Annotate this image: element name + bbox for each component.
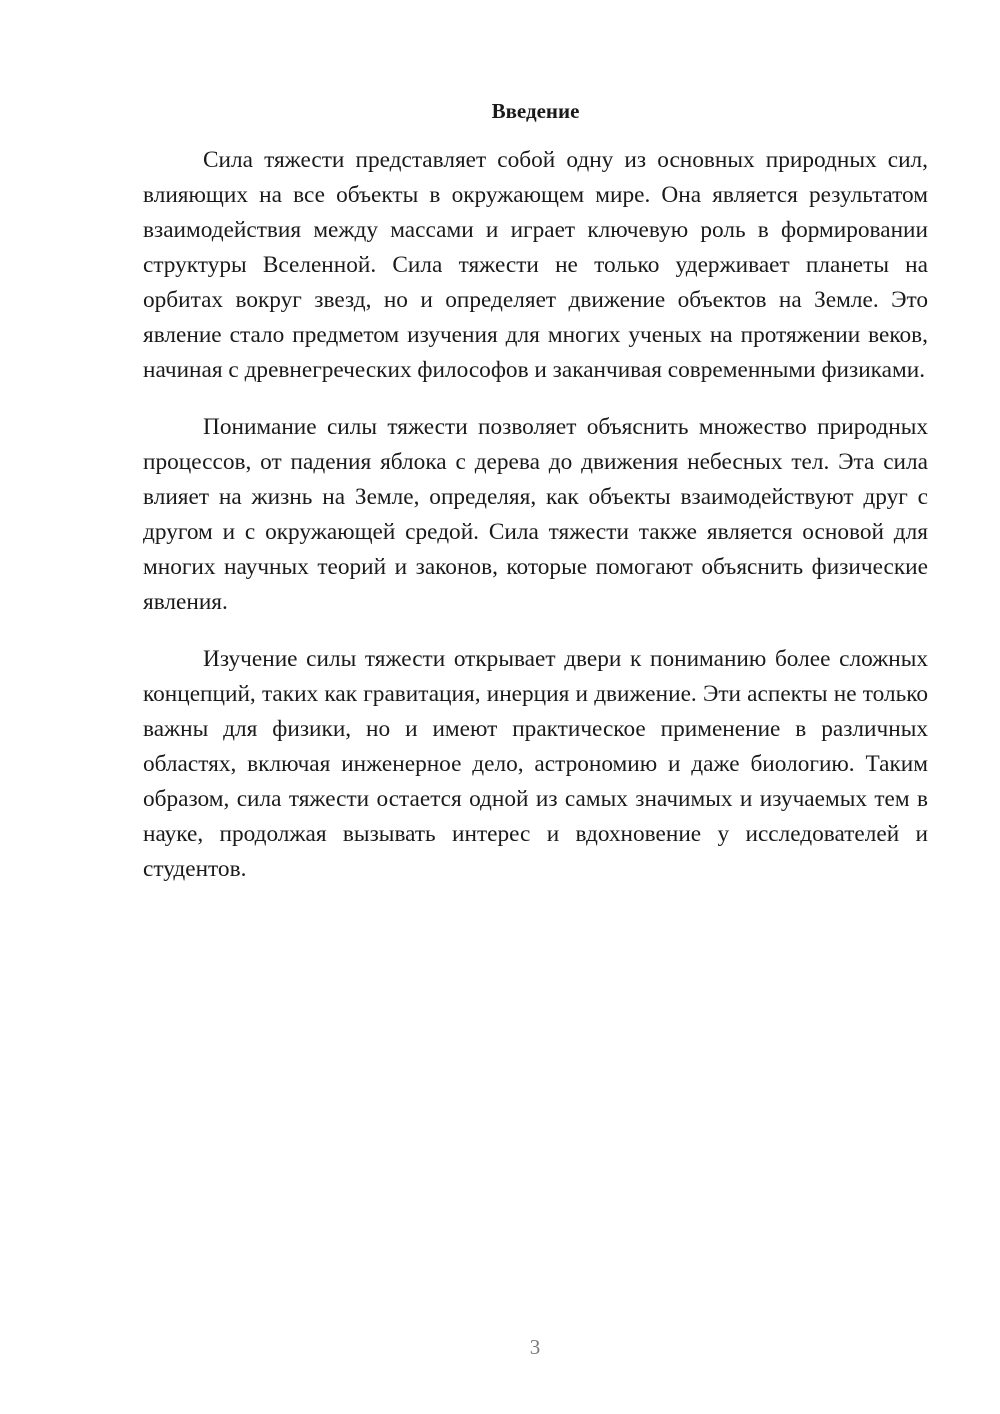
- page-number: 3: [529, 1335, 541, 1359]
- paragraph-2: Понимание силы тяжести позволяет объяснить множество природных процессов, от падения яблока с дерева до движения небесных тел. Эта сила влияет на жизнь на Земле, определяя, как объекты взаимодействуют друг с другом и с окружающей средой. Сила тяжести также является основой для многих научных теорий и законов, которые помогают объяснить физические явления.: [143, 414, 928, 615]
- paragraph-3: Изучение силы тяжести открывает двери к пониманию более сложных концепций, таких как гравитация, инерция и движение. Эти аспекты не только важны для физики, но и имеют практическое применение в различных областях, включая инженерное дело, астрономию и даже биологию. Таким образом, сила тяжести остается одной из самых значимых и изучаемых тем в науке, продолжая вызывать интерес и вдохновение у исследователей и студентов.: [143, 646, 928, 882]
- paragraph-1: Сила тяжести представляет собой одну из основных природных сил, влияющих на все объекты в окружающем мире. Она является результатом взаимодействия между массами и играет ключевую роль в формировании структуры Вселенной. Сила тяжести не только удерживает планеты на орбитах вокруг звезд, но и определяет движение объектов на Земле. Это явление стало предметом изучения для многих ученых на протяжении веков, начиная с древнегреческих философов и заканчивая современными физиками.: [143, 147, 928, 383]
- body-text: [143, 143, 928, 909]
- section-heading: Введение: [491, 99, 580, 123]
